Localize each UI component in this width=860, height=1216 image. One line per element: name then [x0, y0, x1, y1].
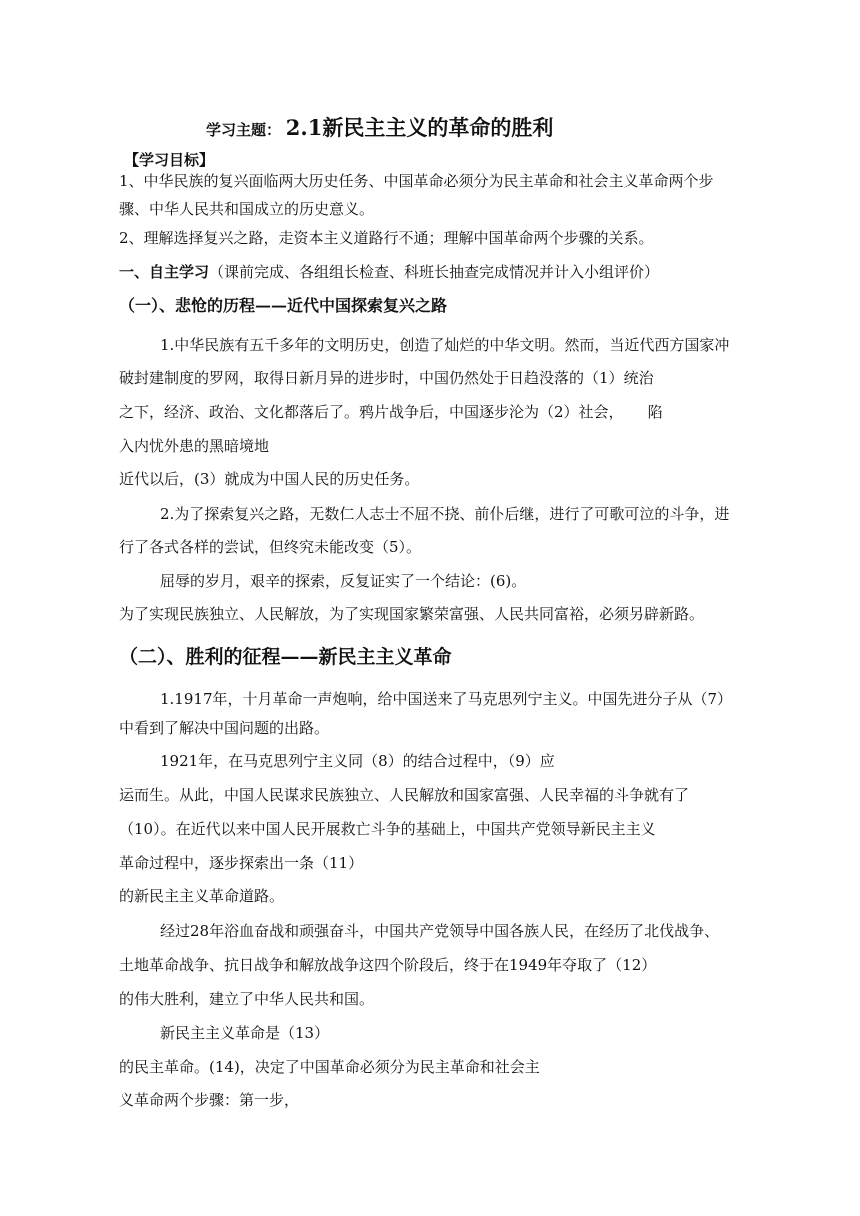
p1-line2: [119, 368, 654, 388]
p1-line5-end: 就成为中国人民的历史任务。: [224, 470, 420, 488]
p3-line1-text: 屈辱的岁月，艰辛的探索，反复证实了一个结论：(6): [160, 572, 512, 590]
q2-line3-start: （10）: [119, 820, 161, 838]
p2-line2-end: 。: [406, 538, 422, 556]
p3-line1-end: 。: [511, 572, 527, 590]
title-label: 学习主题：: [206, 121, 282, 139]
section1-note: （课前完成、各组组长检查、科班长抽查完成情况并计入小组评价）: [209, 263, 660, 281]
subsection2-heading: （二）、胜利的征程——新民主主义革命: [119, 646, 452, 668]
q2-line3: [119, 819, 656, 839]
p1-line5-text: 近代以后，(3）: [119, 470, 225, 488]
p2-line2-text: 行了各式各样的尝试，但终究未能改变（5）: [119, 538, 407, 556]
q2-line1-end: 应: [539, 752, 555, 770]
q1-line2: 中看到了解决中国问题的出路。: [119, 719, 330, 737]
p1-line3: [119, 402, 663, 422]
p3-line2: 为了实现民族独立、人民解放，为了实现国家繁荣富强、人民共同富裕，必须另辟新路。: [119, 605, 705, 623]
subsection1-heading: （一）、悲怆的历程——近代中国探索复兴之路: [119, 296, 448, 315]
q3-line2-text: 土地革命战争、抗日战争和解放战争这四个阶段后，终于在1949年夺取了（12）: [119, 956, 657, 974]
section1-heading-line: [119, 262, 659, 282]
objective-1-line2: 骤、中华人民共和国成立的历史意义。: [119, 200, 375, 218]
q3-line1: 经过28年浴血奋战和顽强奋斗，中国共产党领导中国各族人民，在经历了北伐战争、: [160, 922, 720, 940]
q2-line1: [160, 751, 555, 771]
p3-line1: [160, 571, 526, 591]
p1-line2-text: 破封建制度的罗网，取得日新月异的进步时，中国仍然处于日趋没落的（1）: [119, 369, 624, 387]
q2-line1-mid: 的结合过程中，（9）: [402, 752, 540, 770]
q4-line2-text: 的民主革命。(14): [119, 1058, 240, 1076]
q4-line2: [119, 1057, 540, 1077]
objectives-heading: 【学习目标】: [124, 151, 215, 169]
q2-line1-text: 1921年，在马克思列宁主义同（8）: [160, 752, 403, 770]
p2-line2: [119, 537, 421, 557]
p2-line1: 2.为了探索复兴之路，无数仁人志士不屈不挠、前仆后继，进行了可歌可泣的斗争，进: [160, 505, 730, 523]
q2-line2: 运而生。从此，中国人民谋求民族独立、人民解放和国家富强、人民幸福的斗争就有了: [119, 786, 690, 804]
objective-1-line1: 1、中华民族的复兴面临两大历史任务、中国革命必须分为民主革命和社会主义革命两个步: [119, 172, 714, 190]
p1-line3-end: 社会，: [578, 403, 624, 421]
q1-line1: 1.1917年，十月革命一声炮响，给中国送来了马克思列宁主义。中国先进分子从（7）: [160, 690, 733, 708]
q4-line3: 义革命两个步骤：第一步，: [119, 1091, 300, 1109]
p1-line3-text: 之下，经济、政治、文化都落后了。鸦片战争后，中国逐步沦为（2）: [119, 403, 579, 421]
q2-line5: 的新民主主义革命道路。: [119, 887, 285, 905]
q2-line4-text: 革命过程中，逐步探索出一条（11）: [119, 854, 364, 872]
q3-line3: 的伟大胜利，建立了中华人民共和国。: [119, 990, 375, 1008]
p1-line5: [119, 469, 419, 489]
objective-2: 2、理解选择复兴之路，走资本主义道路行不通；理解中国革命两个步骤的关系。: [119, 229, 654, 247]
q4-line2-end: ，决定了中国革命必须分为民主革命和社会主: [239, 1058, 540, 1076]
p1-line3-tail: 陷: [647, 403, 663, 421]
p1-line1: 1.中华民族有五千多年的文明历史，创造了灿烂的中华文明。然而，当近代西方国家冲: [160, 336, 730, 354]
q2-line4: [119, 853, 363, 873]
section1-heading: 一、自主学习: [119, 263, 210, 281]
title-text: 2.1新民主主义的革命的胜利: [285, 115, 554, 140]
p1-line4: 入内忧外患的黑暗境地: [119, 437, 270, 455]
q2-line3-text: 。在近代以来中国人民开展救亡斗争的基础上，中国共产党领导新民主主义: [160, 820, 656, 838]
q4-line1: [160, 1023, 329, 1043]
p1-line2-end: 统治: [623, 369, 654, 387]
page-title: [206, 114, 553, 144]
q4-line1-text: 新民主主义革命是（13）: [160, 1024, 330, 1042]
q3-line2: [119, 955, 656, 975]
